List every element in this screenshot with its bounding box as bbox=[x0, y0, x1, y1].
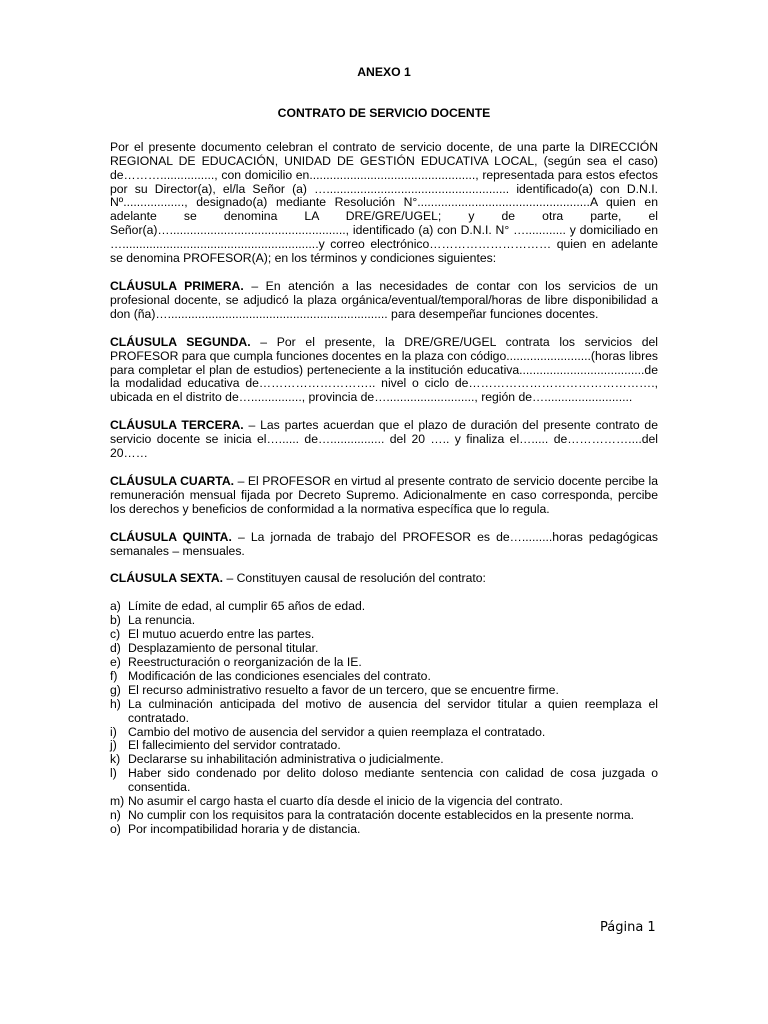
list-marker: o) bbox=[110, 821, 121, 836]
list-item-text: El mutuo acuerdo entre las partes. bbox=[128, 627, 315, 642]
list-marker: l) bbox=[110, 766, 117, 781]
clause-text: – La jornada de trabajo del PROFESOR es de….........horas pedagógicas semanales – mensuales. bbox=[110, 529, 659, 558]
list-marker: a) bbox=[110, 599, 121, 614]
list-item-text: La renuncia. bbox=[128, 613, 196, 628]
document-body bbox=[110, 66, 658, 837]
list-item-text: Desplazamiento de personal titular. bbox=[128, 641, 319, 656]
list-item-text: Por incompatibilidad horaria y de distancia. bbox=[128, 821, 361, 836]
list-marker: m) bbox=[110, 794, 125, 809]
list-marker: n) bbox=[110, 807, 121, 822]
list-marker: f) bbox=[110, 668, 118, 683]
list-item bbox=[110, 698, 658, 726]
clause-tercera bbox=[110, 419, 658, 461]
list-item-text: Modificación de las condiciones esenciales del contrato. bbox=[128, 668, 431, 683]
contract-title: CONTRATO DE SERVICIO DOCENTE bbox=[277, 105, 491, 120]
list-marker: i) bbox=[110, 724, 117, 739]
list-marker: g) bbox=[110, 682, 121, 697]
clause-text: – El PROFESOR en virtud al presente contrato de servicio docente percibe la remuneración mensual fijada por Decreto Supremo. Adicionalmente en caso corresponda, percibe los derechos y beneficios de conformidad a la normativa específica que lo regula. bbox=[110, 473, 658, 516]
list-item bbox=[110, 600, 658, 614]
clause-heading: CLÁUSULA PRIMERA. bbox=[110, 278, 244, 293]
list-item bbox=[110, 642, 658, 656]
list-item-text: No asumir el cargo hasta el cuarto día desde el inicio de la vigencia del contrato. bbox=[128, 794, 563, 809]
list-item-text: No cumplir con los requisitos para la contratación docente establecidos en la presente norma. bbox=[128, 807, 635, 822]
list-marker: h) bbox=[110, 696, 121, 711]
list-item-text: El fallecimiento del servidor contratado. bbox=[128, 738, 341, 753]
clause-quinta bbox=[110, 531, 658, 559]
list-item bbox=[110, 670, 658, 684]
clause-heading: CLÁUSULA QUINTA. bbox=[110, 529, 232, 544]
clause-cuarta bbox=[110, 475, 658, 517]
list-item-text: Reestructuración o reorganización de la IE. bbox=[128, 655, 362, 669]
list-item bbox=[110, 614, 658, 628]
list-item bbox=[110, 726, 658, 740]
list-marker: k) bbox=[110, 752, 121, 767]
list-item bbox=[110, 767, 658, 795]
list-item-text: La culminación anticipada del motivo de ausencia del servidor titular a quien reemplaza el contratado. bbox=[128, 696, 658, 725]
list-marker: d) bbox=[110, 641, 121, 656]
clause-text: – Constituyen causal de resolución del contrato: bbox=[223, 571, 486, 586]
list-item-text: Haber sido condenado por delito doloso mediante sentencia con calidad de cosa juzgada o consentida. bbox=[128, 766, 658, 795]
intro-paragraph: Por el presente documento celebran el contrato de servicio docente, de una parte la DIRECCIÓN REGIONAL DE EDUCACIÓN, UNIDAD DE GESTIÓN EDUCATIVA LOCAL, (según sea el caso) de………................, con domicilio en................................................., representada para estos efectos por su Director(a), el/la Señor (a) …...................................................... identificado(a) con D.N.I. Nº.................., designado(a) mediante Resolución N°...................................................A quien en adelante se denomina LA DRE/GRE/UGEL; y de otra parte, el Señor(a)…...................................................., identificado (a) con D.N.I. N° …............ y domiciliado en …..........................................................y correo electrónico………………………… quien en adelante se denomina PROFESOR(A); en los términos y condiciones siguientes: bbox=[110, 139, 658, 266]
list-item bbox=[110, 684, 658, 698]
clause-segunda bbox=[110, 336, 658, 406]
clause-text: – En atención a las necesidades de contar con los servicios de un profesional docente, se adjudicó la plaza orgánica/eventual/temporal/horas de libre disponibilidad a don (ña)…................................................................. para desempeñar funciones docentes. bbox=[110, 278, 658, 321]
list-item bbox=[110, 739, 658, 753]
list-item bbox=[110, 823, 658, 837]
list-item bbox=[110, 628, 658, 642]
list-item bbox=[110, 809, 658, 823]
list-marker: b) bbox=[110, 613, 121, 628]
list-item-text: Declararse su inhabilitación administrativa o judicialmente. bbox=[128, 752, 444, 767]
list-item-text: Cambio del motivo de ausencia del servidor a quien reemplaza el contratado. bbox=[128, 724, 546, 739]
list-item bbox=[110, 753, 658, 767]
list-item-text: El recurso administrativo resuelto a favor de un tercero, que se encuentre firme. bbox=[128, 682, 559, 697]
list-marker: j) bbox=[110, 738, 117, 753]
clause-heading: CLÁUSULA CUARTA. bbox=[110, 473, 235, 488]
clause-heading: CLÁUSULA SEXTA. bbox=[110, 571, 224, 586]
clause-text: – Las partes acuerdan que el plazo de duración del presente contrato de servicio docente se inicia el…...... de…................ del 20 ….. y finaliza el…..... de……………....del 20…… bbox=[110, 418, 658, 461]
clause-heading: CLÁUSULA TERCERA. bbox=[110, 418, 244, 433]
termination-causes-list bbox=[110, 600, 658, 836]
list-marker: c) bbox=[110, 627, 121, 642]
clause-primera bbox=[110, 280, 658, 322]
list-marker: e) bbox=[110, 655, 121, 669]
page-number: Página 1 bbox=[600, 920, 656, 935]
annex-title: ANEXO 1 bbox=[357, 65, 411, 79]
list-item bbox=[110, 656, 658, 670]
clause-heading: CLÁUSULA SEGUNDA. bbox=[110, 334, 251, 349]
clause-sexta bbox=[110, 572, 658, 586]
clause-text: – Por el presente, la DRE/GRE/UGEL contrata los servicios del PROFESOR para que cumpla funciones docentes en la plaza con código.........................(horas libres para completar el plan de estudios) perteneciente a la institución educativa.....................................de la modalidad educativa de……………………….. nivel o ciclo de………………………………………., ubicada en el distrito de…..............., provincia de….........................., región de….......................... bbox=[110, 334, 659, 405]
list-item bbox=[110, 795, 658, 809]
list-item-text: Límite de edad, al cumplir 65 años de edad. bbox=[128, 599, 366, 614]
